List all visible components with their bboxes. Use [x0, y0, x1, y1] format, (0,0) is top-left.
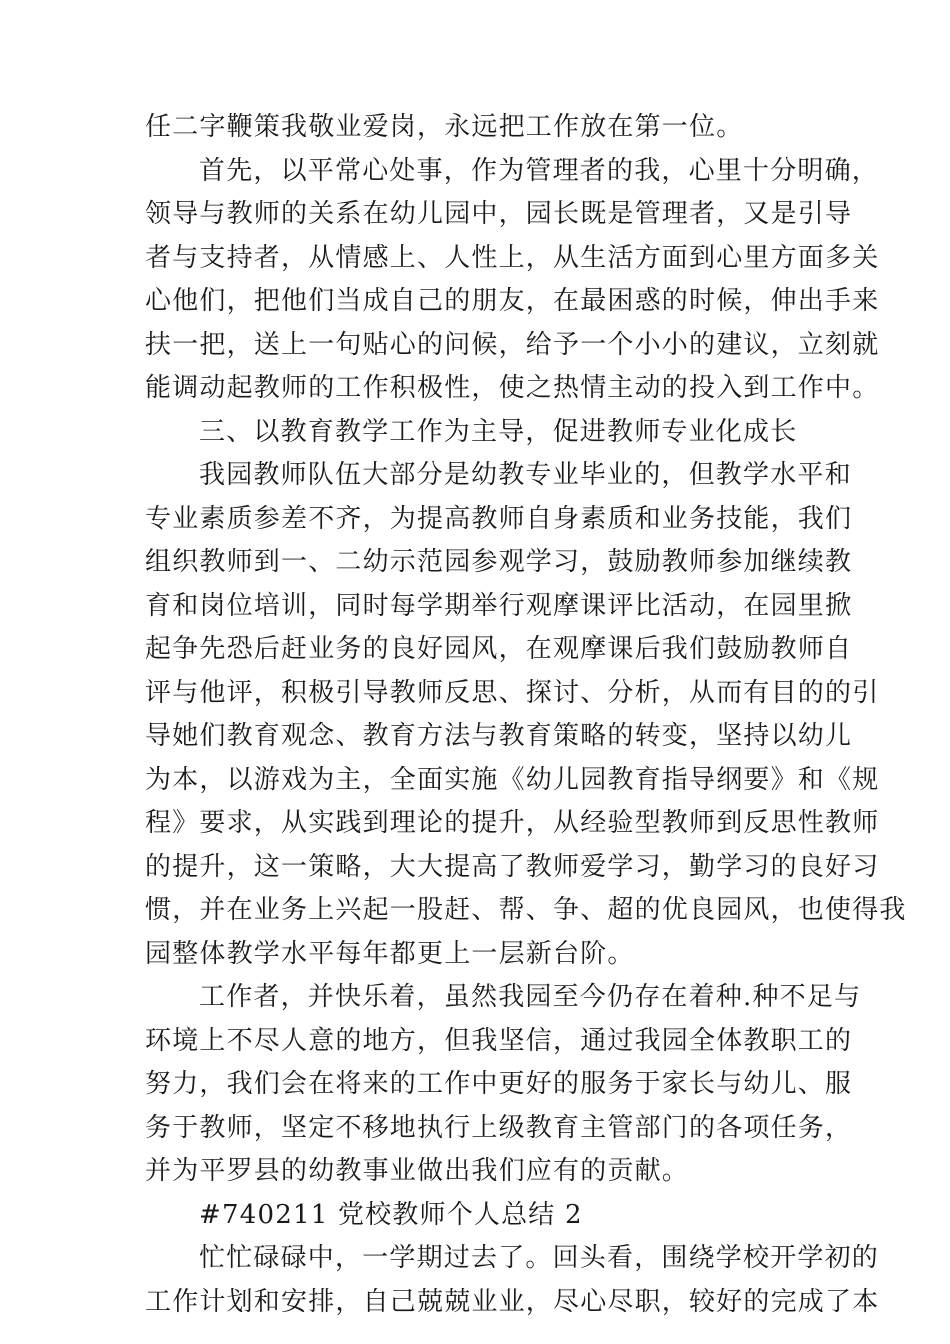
text-line: 并为平罗县的幼教事业做出我们应有的贡献。	[145, 1156, 690, 1186]
paragraph-start-line: 我园教师队伍大部分是幼教专业毕业的，但教学水平和	[199, 460, 852, 490]
paragraph-start-line: 忙忙碌碌中，一学期过去了。回头看，围绕学校开学初的	[199, 1243, 880, 1273]
text-line: 务于教师，坚定不移地执行上级教育主管部门的各项任务，	[145, 1112, 853, 1143]
text-line: 者与支持者，从情感上、人性上，从生活方面到心里方面多关	[145, 242, 880, 273]
text-line: 领导与教师的关系在幼儿园中，园长既是管理者，又是引导	[145, 199, 853, 229]
paragraph-start-line: 首先，以平常心处事，作为管理者的我，心里十分明确，	[199, 155, 880, 186]
section-heading: 三、以教育教学工作为主导，促进教师专业化成长	[199, 416, 798, 447]
text-line: 起争先恐后赶业务的良好园风，在观摩课后我们鼓励教师自	[145, 634, 853, 664]
text-line: 心他们，把他们当成自己的朋友，在最困惑的时候，伸出手来	[145, 286, 880, 316]
text-line: 园整体教学水平每年都更上一层新台阶。	[145, 938, 635, 969]
text-line: 专业素质参差不齐，为提高教师自身素质和业务技能，我们	[145, 503, 853, 534]
text-line: 导她们教育观念、教育方法与教育策略的转变，坚持以幼儿	[145, 721, 853, 751]
text-line: 组织教师到一、二幼示范园参观学习，鼓励教师参加继续教	[145, 547, 853, 577]
text-line: 为本，以游戏为主，全面实施《幼儿园教育指导纲要》和《规	[145, 764, 880, 795]
paragraph-start-line: 工作者，并快乐着，虽然我园至今仍存在着种.种不足与	[199, 982, 862, 1012]
text-line: 评与他评，积极引导教师反思、探讨、分析，从而有目的的引	[145, 677, 880, 708]
text-line: 的提升，这一策略，大大提高了教师爱学习，勤学习的良好习	[145, 851, 880, 882]
text-line: 能调动起教师的工作积极性，使之热情主动的投入到工作中。	[145, 373, 880, 403]
text-line: 惯，并在业务上兴起一股赶、帮、争、超的优良园风，也使得我	[145, 895, 907, 925]
text-line: 任二字鞭策我敬业爱岗，永远把工作放在第一位。	[145, 112, 744, 142]
text-line: 努力，我们会在将来的工作中更好的服务于家长与幼儿、服	[145, 1069, 853, 1099]
document-body	[145, 106, 907, 1324]
document-title: #740211 党校教师个人总结 2	[199, 1199, 583, 1230]
text-line: 环境上不尽人意的地方，但我坚信，通过我园全体教职工的	[145, 1025, 853, 1056]
text-line: 扶一把，送上一句贴心的问候，给予一个小小的建议，立刻就	[145, 329, 880, 360]
text-line: 程》要求，从实践到理论的提升，从经验型教师到反思性教师	[145, 808, 880, 838]
text-line: 育和岗位培训，同时每学期举行观摩课评比活动，在园里掀	[145, 590, 853, 621]
text-line: 工作计划和安排，自己兢兢业业，尽心尽职，较好的完成了本	[145, 1286, 880, 1317]
